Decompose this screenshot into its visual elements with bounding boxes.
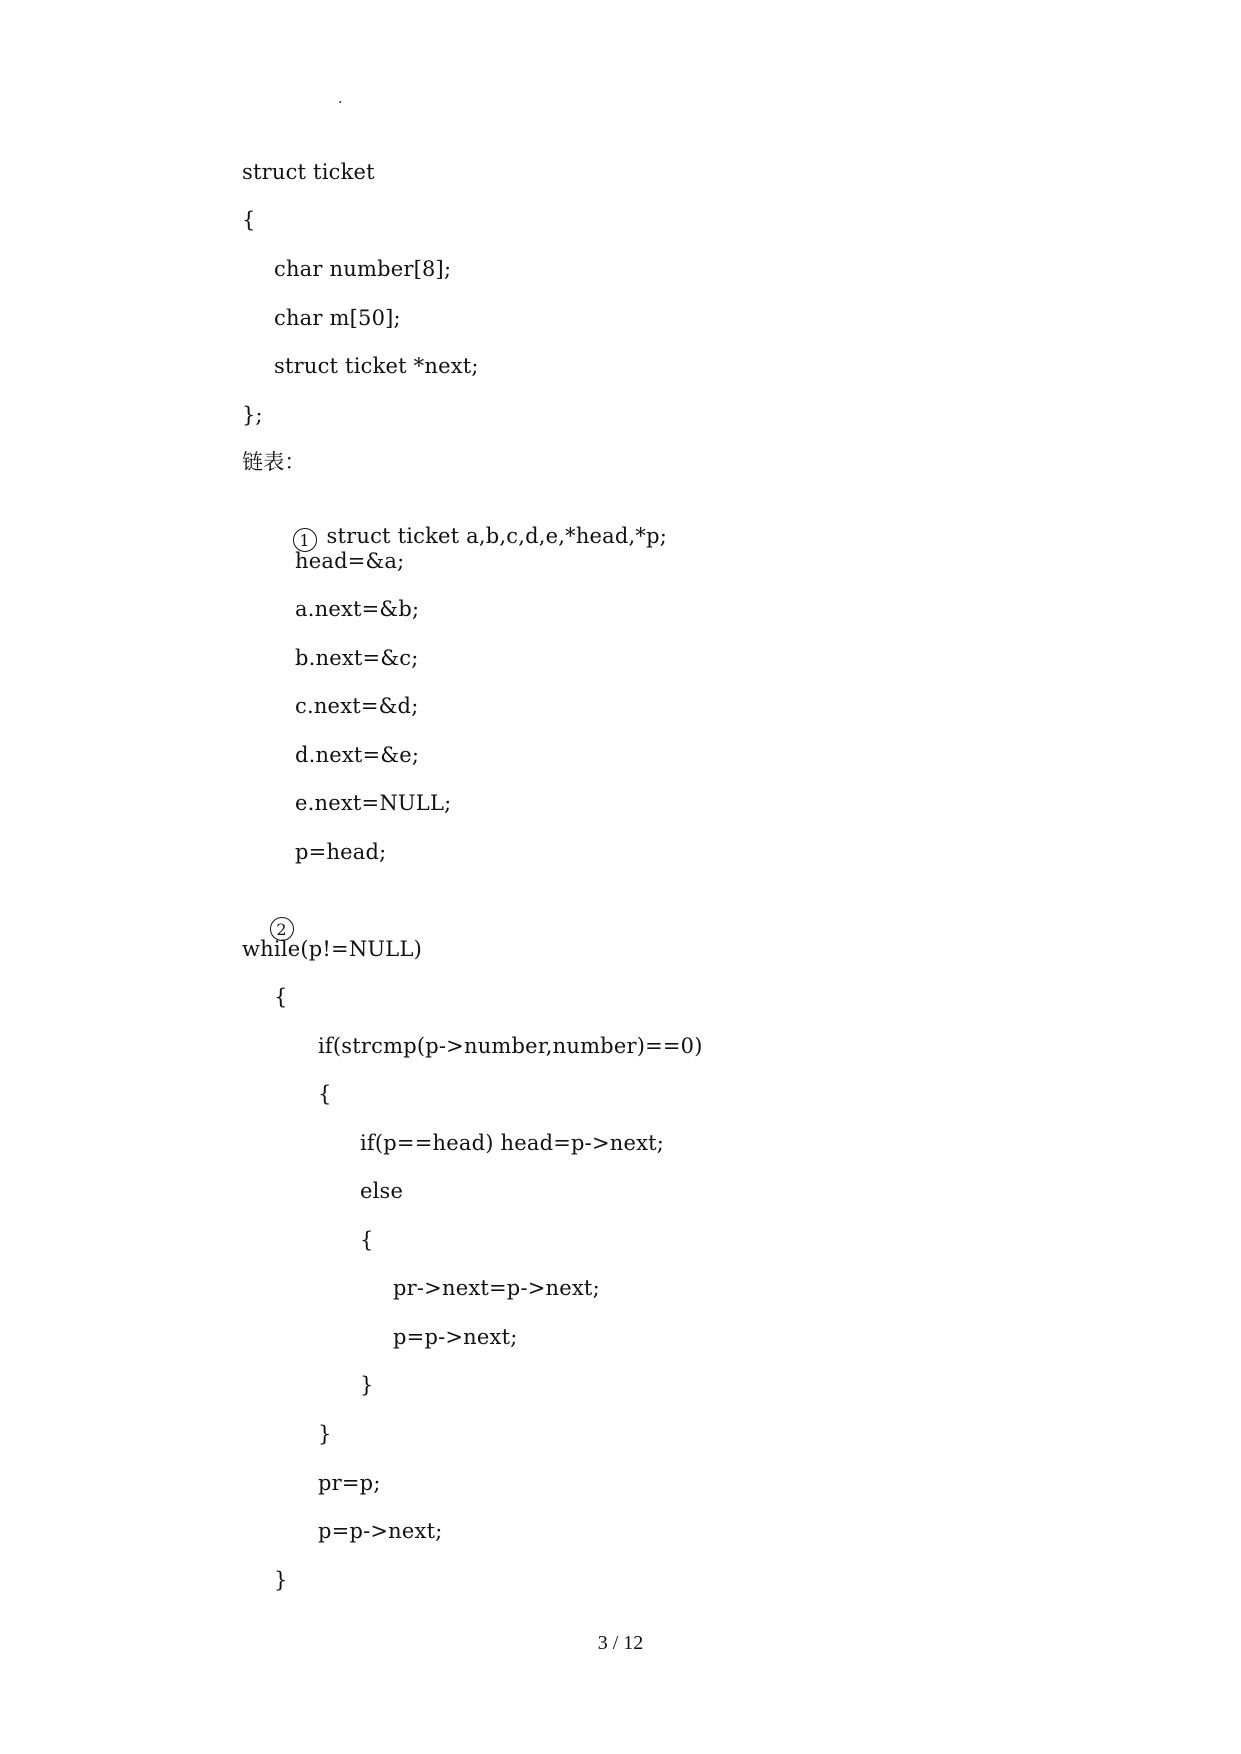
- code-line: p=p->next;: [318, 1519, 443, 1543]
- code-line: {: [242, 208, 256, 232]
- code-line: c.next=&d;: [295, 694, 419, 718]
- code-line: }: [360, 1373, 374, 1397]
- code-line: struct ticket *next;: [274, 354, 479, 378]
- code-line: pr->next=p->next;: [393, 1276, 600, 1300]
- code-line: p=head;: [295, 840, 387, 864]
- section-label: 链表：: [242, 450, 306, 474]
- code-line: e.next=NULL;: [295, 791, 452, 815]
- page-number: 3 / 12: [597, 1632, 644, 1654]
- code-line: a.next=&b;: [295, 597, 420, 621]
- stray-dot: .: [338, 91, 343, 107]
- code-line: {: [360, 1228, 374, 1252]
- code-line: b.next=&c;: [295, 646, 419, 670]
- code-line: d.next=&e;: [295, 743, 420, 767]
- circled-number-marker: 1: [293, 528, 317, 552]
- code-line: if(p==head) head=p->next;: [360, 1131, 665, 1155]
- circled-number-marker: 2: [270, 917, 294, 941]
- code-line: }: [318, 1422, 332, 1446]
- code-text: struct ticket a,b,c,d,e,*head,*p;: [326, 524, 668, 548]
- code-line: {: [274, 985, 288, 1009]
- code-line: head=&a;: [295, 549, 405, 573]
- code-line: p=p->next;: [393, 1325, 518, 1349]
- code-line: }: [274, 1568, 288, 1592]
- code-line: {: [318, 1082, 332, 1106]
- code-line: pr=p;: [318, 1471, 381, 1495]
- code-line: if(strcmp(p->number,number)==0): [318, 1034, 703, 1058]
- code-line: char m[50];: [274, 306, 401, 330]
- code-line: while(p!=NULL): [242, 937, 422, 961]
- code-line: char number[8];: [274, 257, 452, 281]
- code-line: else: [360, 1179, 404, 1203]
- code-line: };: [242, 403, 263, 427]
- code-line: struct ticket: [242, 160, 375, 184]
